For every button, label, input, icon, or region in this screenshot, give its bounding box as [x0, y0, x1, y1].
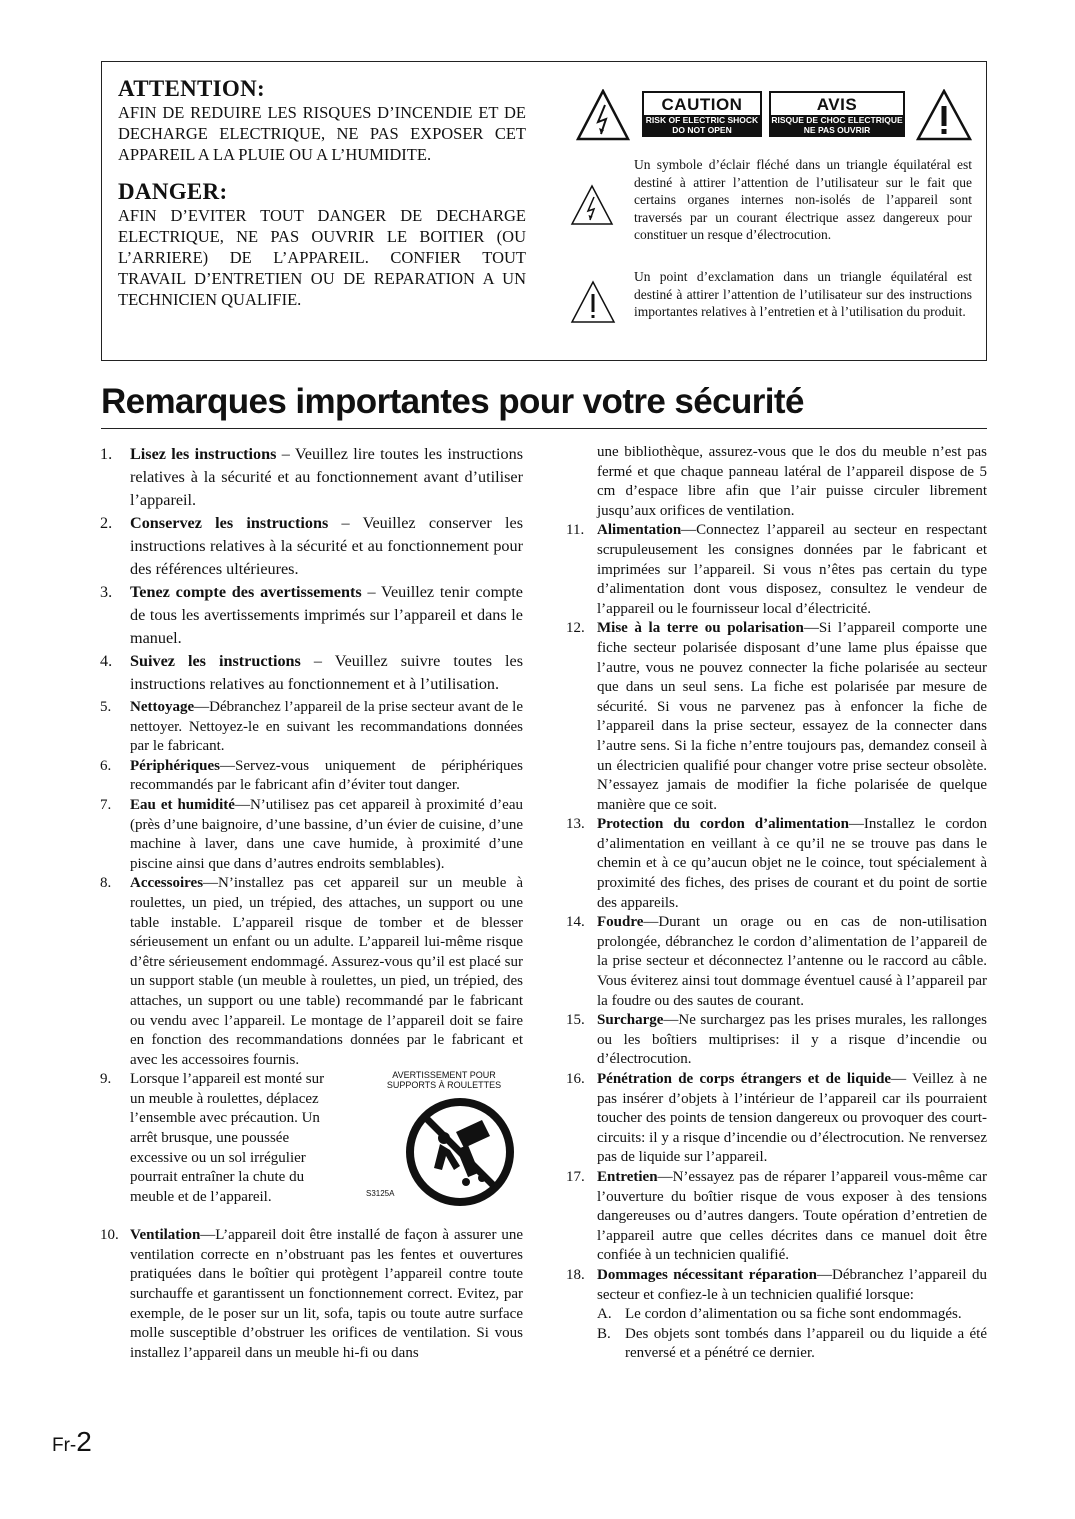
avis-subtext-line2: NE PAS OUVRIR: [803, 124, 871, 135]
instructions-column-left: [100, 443, 523, 1363]
list-item: 10. Ventilation—L’appareil doit être installé de façon à assurer une ventilation correcte en n’obstruant pas les fentes et ouvertures pratiquées dans le boîtier qui protègent l’appareil contre toute surchauffe et garantissent un fonctionnement correct. Evitez, par exemple, de le poser sur un lit, sofa, tapis ou toute autre surface molle susceptible d’obstruer les orifices de ventilation. Si vous installez l’appareil dans un meuble hi-fi ou dans: [100, 1227, 523, 1361]
page-number-prefix: Fr-: [52, 1435, 77, 1456]
figure-code: S3125A: [366, 1189, 395, 1199]
tipping-cart-icon: [404, 1096, 516, 1208]
list-item: 7. Eau et humidité—N’utilisez pas cet appareil à proximité d’eau (près d’une baignoire, d’une bassine, d’un évier de cuisine, d’une machine à laver, dans une cave humide, à proximité d’une piscine ainsi que dans d’autres endroits semblables).: [100, 796, 523, 872]
list-item: 3. Tenez compte des avertissements – Veuillez tenir compte de tous les avertissements imprimés sur l’appareil et dans le manuel.: [100, 583, 523, 647]
list-item: 4. Suivez les instructions – Veuillez suivre toutes les instructions relatives au fonctionnement et à l’utilisation.: [100, 652, 523, 693]
sub-list: [597, 1305, 987, 1364]
list-item: 5. Nettoyage—Débranchez l’appareil de la prise secteur avant de le nettoyer. Nettoyez-le en suivant les recommandations données par le fabricant.: [100, 699, 523, 755]
list-item: 12. Mise à la terre ou polarisation—Si l’appareil comporte une fiche secteur polarisée disposant d’une lame plus épaisse que l’autre, vous ne pouvez connecter la fiche polarisée au secteur que dans un seul sens. La fiche est polarisée par mesure de sécurité. Si vous ne parvenez pas à enfoncer la fiche de l’appareil dans la prise secteur, essayez de la connecter dans l’autre sens. Si la fiche n’entre toujours pas, demandez conseil à un électricien qualifié pour changer votre prise secteur obsolète. N’essayez jamais de modifier la fiche polarisée de quelque manière que ce soit.: [566, 620, 987, 813]
item-9-text: Lorsque l’appareil est monté sur un meuble à roulettes, déplacez l’ensemble avec précaution. Un arrêt brusque, une poussée excessive ou un sol irrégulier pourrait entraîner la chute du meuble et de l’appareil.: [130, 1071, 325, 1205]
lightning-note-text: Un symbole d’éclair fléché dans un triangle équilatéral est destiné à attirer l’attention de l’utilisateur sur le fait que certains organes internes non-isolés de l’appareil sont traversés par un courant électrique assez dangereux pour constituer un resque d’électrocution.: [634, 157, 972, 242]
lightning-triangle-icon: [576, 89, 630, 141]
caution-box: [642, 91, 762, 137]
list-item: 13. Protection du cordon d’alimentation—Installez le cordon d’alimentation en veillant à ce qu’il ne se trouve pas dans le chemin et à ce qu’aucun objet ne le coince, tout spécialement à proximité des fiches, des prises de courant et du point de sortie des appareils.: [566, 816, 988, 911]
sub-list-item: B. Des objets sont tombés dans l’appareil ou du liquide a été renversé et a pénétré ce dernier.: [597, 1325, 987, 1362]
list-item: 8. Accessoires—N’installez pas cet appareil sur un meuble à roulettes, un pied, un trépied, des attaches, un support ou une table instable. L’appareil risque de tomber et de blesser sérieusement un enfant ou un adulte. L’appareil lui-même risque d’être sérieusement endommagé. Assurez-vous qu’il est placé sur un support stable (un meuble à roulettes, un pied, un trépied, des attaches, un support ou une table) recommandé par le fabricant ou vendu avec l’appareil. Le montage de l’appareil doit se faire en fonction des recommandations données par le fabricant et avec les accessoires fournis.: [100, 875, 523, 1068]
list-item: 2. Conservez les instructions – Veuillez conserver les instructions relatives à la sécurité et au fonctionnement pour des références ultérieures.: [100, 514, 524, 578]
exclamation-triangle-icon: [570, 280, 616, 324]
avis-subtext: [771, 115, 903, 135]
list-item: 9. Lorsque l’appareil est monté sur un meuble à roulettes, déplacez l’ensemble avec précaution. Un arrêt brusque, une poussée excessive ou un sol irrégulier pourrait entraîner la chute du meuble et de l’appareil. AVERTISSEMENT POUR SUPPORTS À ROULETTES S3125A: [100, 1070, 523, 1226]
list-item: 18. Dommages nécessitant réparation—Débranchez l’appareil du secteur et confiez-le à un technicien qualifié lorsque: A. Le cordon d’alimentation ou sa fiche sont endommagés. B. Des objets sont tombés dans l’appareil ou du liquide a été renversé et a pénétré ce dernier.: [566, 1266, 987, 1364]
warning-text-block: [118, 76, 526, 310]
safety-warning-box: [101, 61, 987, 361]
item-10-continuation: une bibliothèque, assurez-vous que le dos du meuble n’est pas fermé et que chaque panneau latéral de l’appareil dispose de 5 cm d’espace libre afin que l’air puisse circuler librement jusqu’aux orifices de ventilation.: [597, 444, 987, 519]
danger-heading: DANGER:: [118, 179, 228, 204]
avis-subtext-line1: RISQUE DE CHOC ELECTRIQUE: [771, 115, 903, 125]
attention-heading: ATTENTION:: [118, 76, 265, 101]
instructions-column-right: [566, 443, 987, 1364]
caution-subtext: [644, 115, 760, 135]
lightning-triangle-icon: [570, 184, 614, 226]
list-item: 6. Périphériques—Servez-vous uniquement de périphériques recommandés par le fabricant afin d’éviter tout danger.: [100, 757, 523, 794]
list-item: 11. Alimentation—Connectez l’appareil au secteur en respectant scrupuleusement les consignes données par le fabricant et imprimées sur l’appareil. Si vous n’êtes pas certain du type d’alimentation dont vous disposez, consultez le vendeur de l’appareil ou le fournisseur local d’électricité.: [566, 522, 987, 617]
caution-subtext-line1: RISK OF ELECTRIC SHOCK: [645, 115, 759, 125]
list-item: 14. Foudre—Durant un orage ou en cas de non-utilisation prolongée, débranchez le cordon d’alimentation de l’appareil de la prise secteur et déconnectez l’antenne ou le raccord au câble. Vous éviterez ainsi tout dommage éventuel causé à l’appareil par la foudre ou des sautes de courant.: [566, 914, 987, 1009]
exclamation-symbol-note: [570, 268, 972, 344]
page-title: Remarques importantes pour votre sécurité: [101, 382, 804, 421]
list-item: 1. Lisez les instructions – Veuillez lire toutes les instructions relatives à la sécurité et au fonctionnement avant d’utiliser l’appareil.: [100, 445, 524, 509]
exclamation-triangle-icon: [916, 89, 972, 141]
caution-label: [576, 89, 972, 144]
list-item: 17. Entretien—N’essayez pas de réparer l’appareil vous-même car l’ouverture du boîtier risque de vous exposer à des tensions dangereuses ou d’autres dangers. Toute opération d’entretien de l’appareil autre que celles décrites dans ce manuel doit être confiée à un technicien qualifié.: [566, 1168, 987, 1264]
avis-box: [769, 91, 905, 137]
lightning-symbol-note: [570, 156, 972, 260]
list-item: 15. Surcharge—Ne surchargez pas les prises murales, les rallonges ou les boîtiers multiprises: il y a risque d’incendie ou d’électrocution.: [566, 1012, 987, 1068]
attention-text: AFIN DE REDUIRE LES RISQUES D’INCENDIE ET DE DECHARGE ELECTRIQUE, NE PAS EXPOSER CET APPAREIL A LA PLUIE OU A L’HUMIDITE.: [118, 103, 526, 164]
page-number-value: 2: [76, 1426, 92, 1457]
sub-list-item: A. Le cordon d’alimentation ou sa fiche sont endommagés.: [597, 1306, 962, 1323]
caution-title: CAUTION: [661, 95, 743, 114]
list-item: 16. Pénétration de corps étrangers et de liquide— Veillez à ne pas insérer d’objets à l’intérieur de l’appareil car ils pourraient toucher des points de tension dangereux ou provoquer des court-circuits: il y a risque d’incendie ou d’électrocution. Ne renversez pas de liquide sur l’appareil.: [566, 1071, 987, 1166]
title-divider: [101, 428, 987, 429]
exclamation-note-text: Un point d’exclamation dans un triangle équilatéral est destiné à attirer l’attention de l’utilisateur sur des instructions importantes relatives à l’entretien et à l’utilisation du produit.: [634, 269, 972, 319]
cart-warning-figure: [364, 1070, 524, 1220]
figure-caption: AVERTISSEMENT POUR SUPPORTS À ROULETTES: [386, 1070, 502, 1091]
avis-title: AVIS: [816, 95, 858, 114]
danger-text: AFIN D’EVITER TOUT DANGER DE DECHARGE ELECTRIQUE, NE PAS OUVRIR LE BOITIER (OU L’ARRIERE) DE L’APPAREIL. CONFIER TOUT TRAVAIL D’ENTRETIEN OU DE REPARATION A UN TECHNICIEN QUALIFIE.: [118, 206, 526, 309]
caution-subtext-line2: DO NOT OPEN: [672, 124, 732, 135]
page-number: [52, 1426, 92, 1458]
